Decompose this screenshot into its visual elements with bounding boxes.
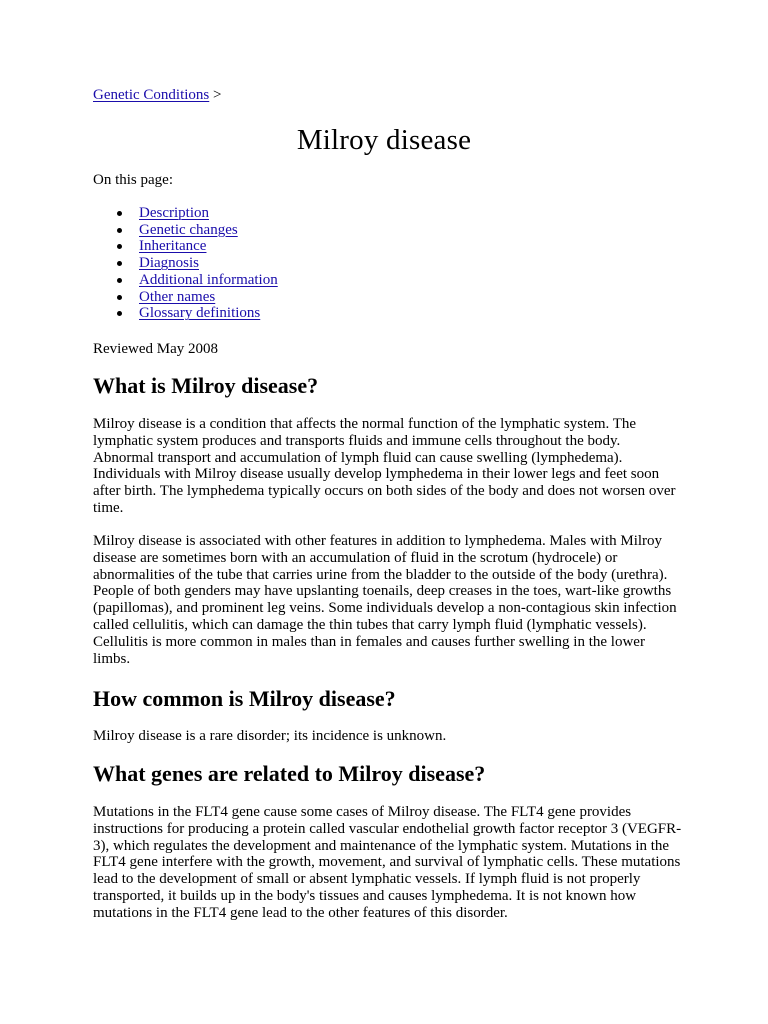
bullet-icon [117, 295, 122, 300]
toc-item-other-names [93, 289, 278, 306]
section-heading-genes: What genes are related to Milroy disease? [93, 761, 486, 786]
breadcrumb-link-genetic-conditions[interactable]: Genetic Conditions [93, 87, 210, 103]
bullet-icon [117, 311, 122, 316]
toc-item-genetic-changes [93, 222, 278, 239]
section-paragraph-genes: Mutations in the FLT4 gene cause some cases of Milroy disease. The FLT4 gene provides instructions for producing a protein called vascular endothelial growth factor receptor 3 (VEGFR-3), which regulates the development and maintenance of the lymphatic system. Mutations in the FLT4 gene interfere with the growth, movement, and survival of lymphatic cells. These mutations lead to the development of small or absent lymphatic vessels. If lymph fluid is not properly transported, it builds up in the body's tissues and causes lymphedema. It is not known how mutations in the FLT4 gene lead to the other features of this disorder. [93, 804, 682, 921]
toc-item-inheritance [93, 238, 278, 255]
toc-link-additional-information[interactable]: Additional information [139, 271, 278, 288]
section-paragraph-what-is-1: Milroy disease is a condition that affects the normal function of the lymphatic system. The lymphatic system produces and transports fluids and immune cells throughout the body. Abnormal transport and accumulation of lymph fluid can cause swelling (lymphedema). Individuals with Milroy disease usually develop lymphedema in their lower legs and feet soon after birth. The lymphedema typically occurs on both sides of the body and does not worsen over time. [93, 416, 676, 516]
bullet-icon [117, 261, 122, 266]
section-heading-how-common: How common is Milroy disease? [93, 686, 396, 711]
bullet-icon [117, 228, 122, 233]
section-paragraph-how-common: Milroy disease is a rare disorder; its incidence is unknown. [93, 728, 447, 744]
reviewed-date: Reviewed May 2008 [93, 341, 218, 357]
toc-link-glossary-definitions[interactable]: Glossary definitions [139, 305, 261, 322]
toc-item-glossary-definitions [93, 305, 278, 322]
page-title: Milroy disease [296, 124, 472, 156]
toc-link-diagnosis[interactable]: Diagnosis [139, 255, 199, 272]
toc-item-description [93, 205, 278, 222]
section-heading-what-is: What is Milroy disease? [93, 373, 319, 398]
table-of-contents [93, 205, 278, 322]
bullet-icon [117, 211, 122, 216]
toc-link-other-names[interactable]: Other names [139, 288, 216, 305]
section-paragraph-what-is-2: Milroy disease is associated with other features in addition to lymphedema. Males with Milroy disease are sometimes born with an accumulation of fluid in the scrotum (hydrocele) or abnormalities of the tube that carries urine from the bladder to the outside of the body (urethra). People of both genders may have upslanting toenails, deep creases in the toes, wart-like growths (papillomas), and prominent leg veins. Some individuals develop a non-contagious skin infection called cellulitis, which can damage the thin tubes that carry lymph fluid (lymphatic vessels). Cellulitis is more common in males than in females and causes further swelling in the lower limbs. [93, 533, 677, 667]
toc-item-diagnosis [93, 255, 278, 272]
toc-link-genetic-changes[interactable]: Genetic changes [139, 221, 238, 238]
bullet-icon [117, 278, 122, 283]
bullet-icon [117, 244, 122, 249]
toc-link-inheritance[interactable]: Inheritance [139, 238, 207, 255]
on-this-page-label: On this page: [93, 172, 173, 188]
toc-link-description[interactable]: Description [139, 205, 209, 221]
breadcrumb [93, 86, 221, 104]
breadcrumb-separator: > [213, 87, 222, 103]
toc-item-additional-information [93, 272, 278, 289]
